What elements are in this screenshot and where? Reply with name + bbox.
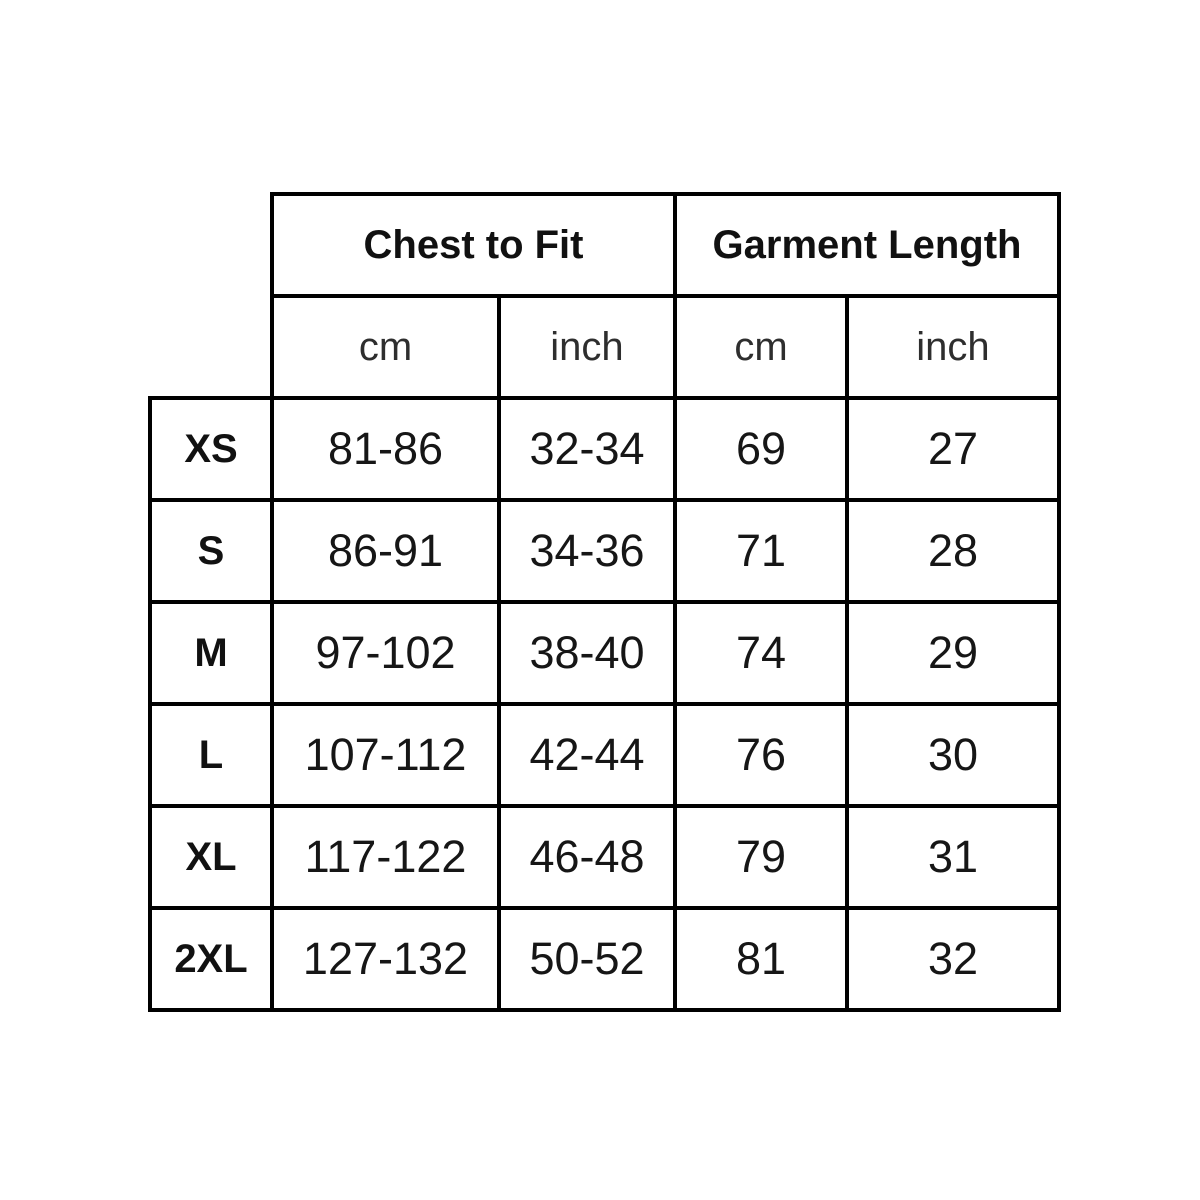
length-inch-value: 31 [847, 806, 1059, 908]
chest-cm-value: 97-102 [272, 602, 499, 704]
chest-inch-value: 46-48 [499, 806, 675, 908]
empty-corner-cell [150, 194, 272, 296]
length-inch-value: 28 [847, 500, 1059, 602]
length-cm-value: 79 [675, 806, 847, 908]
unit-header-length-cm: cm [675, 296, 847, 398]
chest-cm-value: 107-112 [272, 704, 499, 806]
table-row-xl [150, 806, 1059, 908]
unit-header-row [150, 296, 1059, 398]
size-label: XS [150, 398, 272, 500]
length-cm-value: 74 [675, 602, 847, 704]
table-row-l [150, 704, 1059, 806]
chest-inch-value: 42-44 [499, 704, 675, 806]
length-cm-value: 71 [675, 500, 847, 602]
length-cm-value: 69 [675, 398, 847, 500]
table-row-s [150, 500, 1059, 602]
chest-cm-value: 81-86 [272, 398, 499, 500]
empty-corner-cell [150, 296, 272, 398]
size-label: L [150, 704, 272, 806]
length-inch-value: 30 [847, 704, 1059, 806]
chest-inch-value: 38-40 [499, 602, 675, 704]
length-cm-value: 81 [675, 908, 847, 1010]
size-label: S [150, 500, 272, 602]
size-label: XL [150, 806, 272, 908]
unit-header-chest-inch: inch [499, 296, 675, 398]
group-header-row [150, 194, 1059, 296]
size-label: M [150, 602, 272, 704]
chest-inch-value: 32-34 [499, 398, 675, 500]
column-group-garment-length: Garment Length [675, 194, 1059, 296]
chest-inch-value: 50-52 [499, 908, 675, 1010]
chest-inch-value: 34-36 [499, 500, 675, 602]
chest-cm-value: 127-132 [272, 908, 499, 1010]
table-row-2xl [150, 908, 1059, 1010]
length-inch-value: 32 [847, 908, 1059, 1010]
length-inch-value: 29 [847, 602, 1059, 704]
length-inch-value: 27 [847, 398, 1059, 500]
chest-cm-value: 86-91 [272, 500, 499, 602]
unit-header-chest-cm: cm [272, 296, 499, 398]
unit-header-length-inch: inch [847, 296, 1059, 398]
column-group-chest-to-fit: Chest to Fit [272, 194, 675, 296]
size-chart-table [148, 192, 1061, 1012]
table-row-m [150, 602, 1059, 704]
length-cm-value: 76 [675, 704, 847, 806]
chest-cm-value: 117-122 [272, 806, 499, 908]
size-label: 2XL [150, 908, 272, 1010]
table-row-xs [150, 398, 1059, 500]
